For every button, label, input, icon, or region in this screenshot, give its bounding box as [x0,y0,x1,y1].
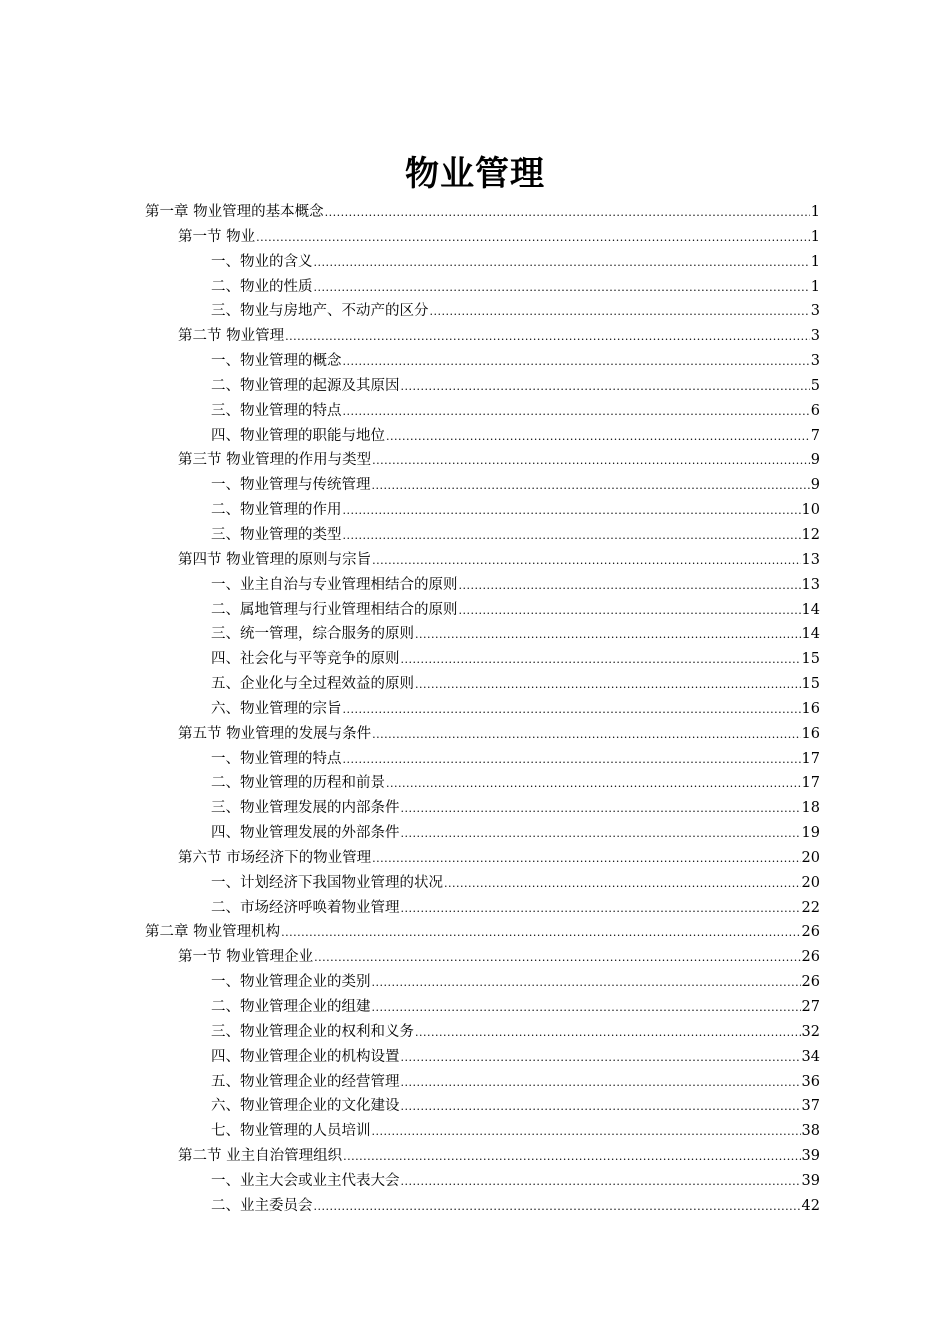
toc-subsection-entry[interactable] [145,573,820,598]
toc-subsection-entry[interactable] [145,498,820,523]
toc-entry-title: 第二节 物业管理 [178,328,285,345]
toc-dot-leader [314,276,810,300]
toc-subsection-entry[interactable] [145,647,820,672]
toc-entry-title: 二、物业管理企业的组建 [211,999,371,1015]
toc-page-number: 39 [801,1148,820,1165]
toc-entry-title: 四、物业管理企业的机构设置 [211,1048,400,1065]
toc-subsection-entry[interactable] [145,374,820,399]
toc-page-number: 26 [801,974,820,991]
toc-section-entry[interactable] [145,225,820,250]
toc-entry-title: 一、物业管理的概念 [211,353,342,370]
toc-subsection-entry[interactable] [145,1194,820,1219]
toc-dot-leader [401,897,801,921]
toc-entry-title: 三、物业管理企业的权利和义务 [211,1023,414,1040]
toc-dot-leader [314,251,810,275]
toc-dot-leader [401,1095,801,1119]
toc-dot-leader [325,201,810,225]
toc-page-number: 3 [810,353,820,370]
toc-page-number: 27 [801,999,820,1015]
toc-entry-title: 四、社会化与平等竞争的原则 [211,651,400,668]
toc-page-number: 13 [801,576,820,593]
toc-entry-title: 二、业主委员会 [211,1197,313,1214]
toc-page-number: 17 [801,750,820,767]
toc-entry-title: 二、物业管理的作用 [211,502,342,519]
toc-subsection-entry[interactable] [145,821,820,846]
toc-dot-leader [401,1046,801,1070]
toc-section-entry[interactable] [145,324,820,349]
toc-entry-title: 四、物业管理的职能与地位 [211,427,385,444]
toc-dot-leader [372,449,810,473]
toc-page-number: 14 [801,601,820,618]
toc-page-number: 9 [810,477,820,494]
toc-dot-leader [401,797,801,821]
toc-dot-leader [343,499,801,523]
toc-entry-title: 二、属地管理与行业管理相结合的原则 [211,601,458,618]
toc-chapter-entry[interactable] [145,920,820,945]
toc-dot-leader [386,425,810,449]
toc-page-number: 3 [810,328,820,345]
toc-dot-leader [401,822,801,846]
toc-entry-title: 二、物业管理的起源及其原因 [211,377,400,394]
toc-page-number: 18 [801,800,820,817]
toc-dot-leader [372,1120,801,1144]
toc-dot-leader [459,599,801,623]
toc-page-number: 1 [810,253,820,270]
toc-entry-title: 第一节 物业 [178,228,256,245]
toc-section-entry[interactable] [145,1144,820,1169]
toc-subsection-entry[interactable] [145,250,820,275]
toc-entry-title: 第二节 业主自治管理组织 [178,1148,343,1165]
toc-subsection-entry[interactable] [145,299,820,324]
toc-dot-leader [372,723,800,747]
toc-subsection-entry[interactable] [145,1094,820,1119]
toc-subsection-entry[interactable] [145,747,820,772]
toc-entry-title: 六、物业管理企业的文化建设 [211,1098,400,1115]
toc-entry-title: 第六节 市场经济下的物业管理 [178,849,372,866]
toc-page-number: 39 [801,1172,820,1189]
toc-subsection-entry[interactable] [145,523,820,548]
toc-page-number: 34 [801,1048,820,1065]
toc-dot-leader [401,375,810,399]
toc-subsection-entry[interactable] [145,349,820,374]
toc-entry-title: 一、计划经济下我国物业管理的状况 [211,874,443,891]
toc-entry-title: 二、物业管理的历程和前景 [211,775,385,792]
toc-dot-leader [415,1021,801,1045]
toc-entry-title: 一、业主大会或业主代表大会 [211,1172,400,1189]
toc-subsection-entry[interactable] [145,771,820,796]
toc-subsection-entry[interactable] [145,1045,820,1070]
toc-page-number: 38 [801,1123,820,1140]
toc-page-number: 12 [801,526,820,543]
toc-page-number: 16 [801,700,820,717]
toc-entry-title: 三、物业管理的特点 [211,402,342,419]
toc-page-number: 7 [810,427,820,444]
toc-subsection-entry[interactable] [145,399,820,424]
toc-entry-title: 第五节 物业管理的发展与条件 [178,725,372,742]
toc-dot-leader [401,1170,801,1194]
toc-dot-leader [459,574,801,598]
toc-entry-title: 第一节 物业管理企业 [178,949,314,966]
toc-section-entry[interactable] [145,548,820,573]
toc-section-entry[interactable] [145,846,820,871]
toc-subsection-entry[interactable] [145,1169,820,1194]
toc-dot-leader [401,648,801,672]
toc-subsection-entry[interactable] [145,598,820,623]
toc-page-number: 20 [801,874,820,891]
document-title: 物业管理 [405,153,545,194]
toc-page-number: 37 [801,1098,820,1115]
toc-section-entry[interactable] [145,722,820,747]
toc-entry-title: 第四节 物业管理的原则与宗旨 [178,551,372,568]
toc-entry-title: 一、物业管理与传统管理 [211,477,371,494]
toc-entry-title: 三、物业管理的类型 [211,526,342,543]
toc-dot-leader [444,872,801,896]
toc-dot-leader [372,474,810,498]
toc-dot-leader [343,524,801,548]
toc-dot-leader [343,698,801,722]
toc-dot-leader [281,921,800,945]
toc-dot-leader [372,996,801,1020]
toc-dot-leader [372,549,800,573]
toc-subsection-entry[interactable] [145,622,820,647]
toc-dot-leader [386,772,801,796]
toc-dot-leader [343,1145,800,1169]
toc-page-number: 15 [801,676,820,693]
toc-dot-leader [372,847,800,871]
toc-subsection-entry[interactable] [145,970,820,995]
toc-page-number: 9 [810,452,820,469]
toc-entry-title: 第一章 物业管理的基本概念 [145,204,324,220]
toc-entry-title: 第三节 物业管理的作用与类型 [178,452,372,469]
toc-entry-title: 六、物业管理的宗旨 [211,700,342,717]
toc-dot-leader [372,971,801,995]
table-of-contents [145,200,820,1219]
toc-subsection-entry[interactable] [145,796,820,821]
toc-chapter-entry[interactable] [145,200,820,225]
toc-page-number: 26 [801,924,820,941]
toc-entry-title: 二、市场经济呼唤着物业管理 [211,899,400,916]
toc-subsection-entry[interactable] [145,871,820,896]
toc-entry-title: 五、企业化与全过程效益的原则 [211,676,414,693]
toc-page-number: 17 [801,775,820,792]
toc-page-number: 32 [801,1023,820,1040]
toc-dot-leader [343,400,810,424]
toc-page-number: 3 [810,303,820,320]
toc-entry-title: 一、物业管理的特点 [211,750,342,767]
toc-entry-title: 一、物业的含义 [211,253,313,270]
toc-subsection-entry[interactable] [145,1020,820,1045]
toc-page-number: 6 [810,402,820,419]
toc-entry-title: 四、物业管理发展的外部条件 [211,825,400,842]
toc-subsection-entry[interactable] [145,1070,820,1095]
toc-dot-leader [314,1195,801,1219]
toc-page-number: 1 [810,204,820,220]
toc-subsection-entry[interactable] [145,995,820,1020]
toc-subsection-entry[interactable] [145,424,820,449]
toc-subsection-entry[interactable] [145,672,820,697]
toc-dot-leader [314,946,800,970]
toc-entry-title: 一、物业管理企业的类别 [211,974,371,991]
toc-entry-title: 一、业主自治与专业管理相结合的原则 [211,576,458,593]
toc-subsection-entry[interactable] [145,275,820,300]
toc-entry-title: 二、物业的性质 [211,278,313,295]
toc-subsection-entry[interactable] [145,697,820,722]
toc-entry-title: 三、物业管理发展的内部条件 [211,800,400,817]
toc-dot-leader [415,673,801,697]
toc-page-number: 42 [801,1197,820,1214]
toc-entry-title: 三、统一管理，综合服务的原则 [211,626,414,643]
toc-dot-leader [401,1071,801,1095]
toc-page-number: 20 [801,849,820,866]
toc-entry-title: 五、物业管理企业的经营管理 [211,1073,400,1090]
toc-dot-leader [256,226,810,250]
toc-page-number: 13 [801,551,820,568]
toc-page-number: 5 [810,377,820,394]
toc-subsection-entry[interactable] [145,1119,820,1144]
toc-dot-leader [285,325,810,349]
toc-page-number: 16 [801,725,820,742]
toc-page-number: 22 [801,899,820,916]
toc-entry-title: 三、物业与房地产、不动产的区分 [211,303,429,320]
toc-page-number: 10 [801,502,820,519]
toc-dot-leader [415,623,801,647]
toc-dot-leader [343,748,801,772]
toc-page-number: 26 [801,949,820,966]
toc-subsection-entry[interactable] [145,473,820,498]
toc-section-entry[interactable] [145,448,820,473]
toc-entry-title: 七、物业管理的人员培训 [211,1123,371,1140]
toc-section-entry[interactable] [145,945,820,970]
toc-page-number: 1 [810,228,820,245]
toc-entry-title: 第二章 物业管理机构 [145,924,281,941]
toc-page-number: 1 [810,278,820,295]
toc-subsection-entry[interactable] [145,896,820,921]
toc-dot-leader [343,350,810,374]
toc-page-number: 19 [801,825,820,842]
toc-page-number: 15 [801,651,820,668]
toc-page-number: 36 [801,1073,820,1090]
toc-page-number: 14 [801,626,820,643]
toc-dot-leader [430,300,810,324]
